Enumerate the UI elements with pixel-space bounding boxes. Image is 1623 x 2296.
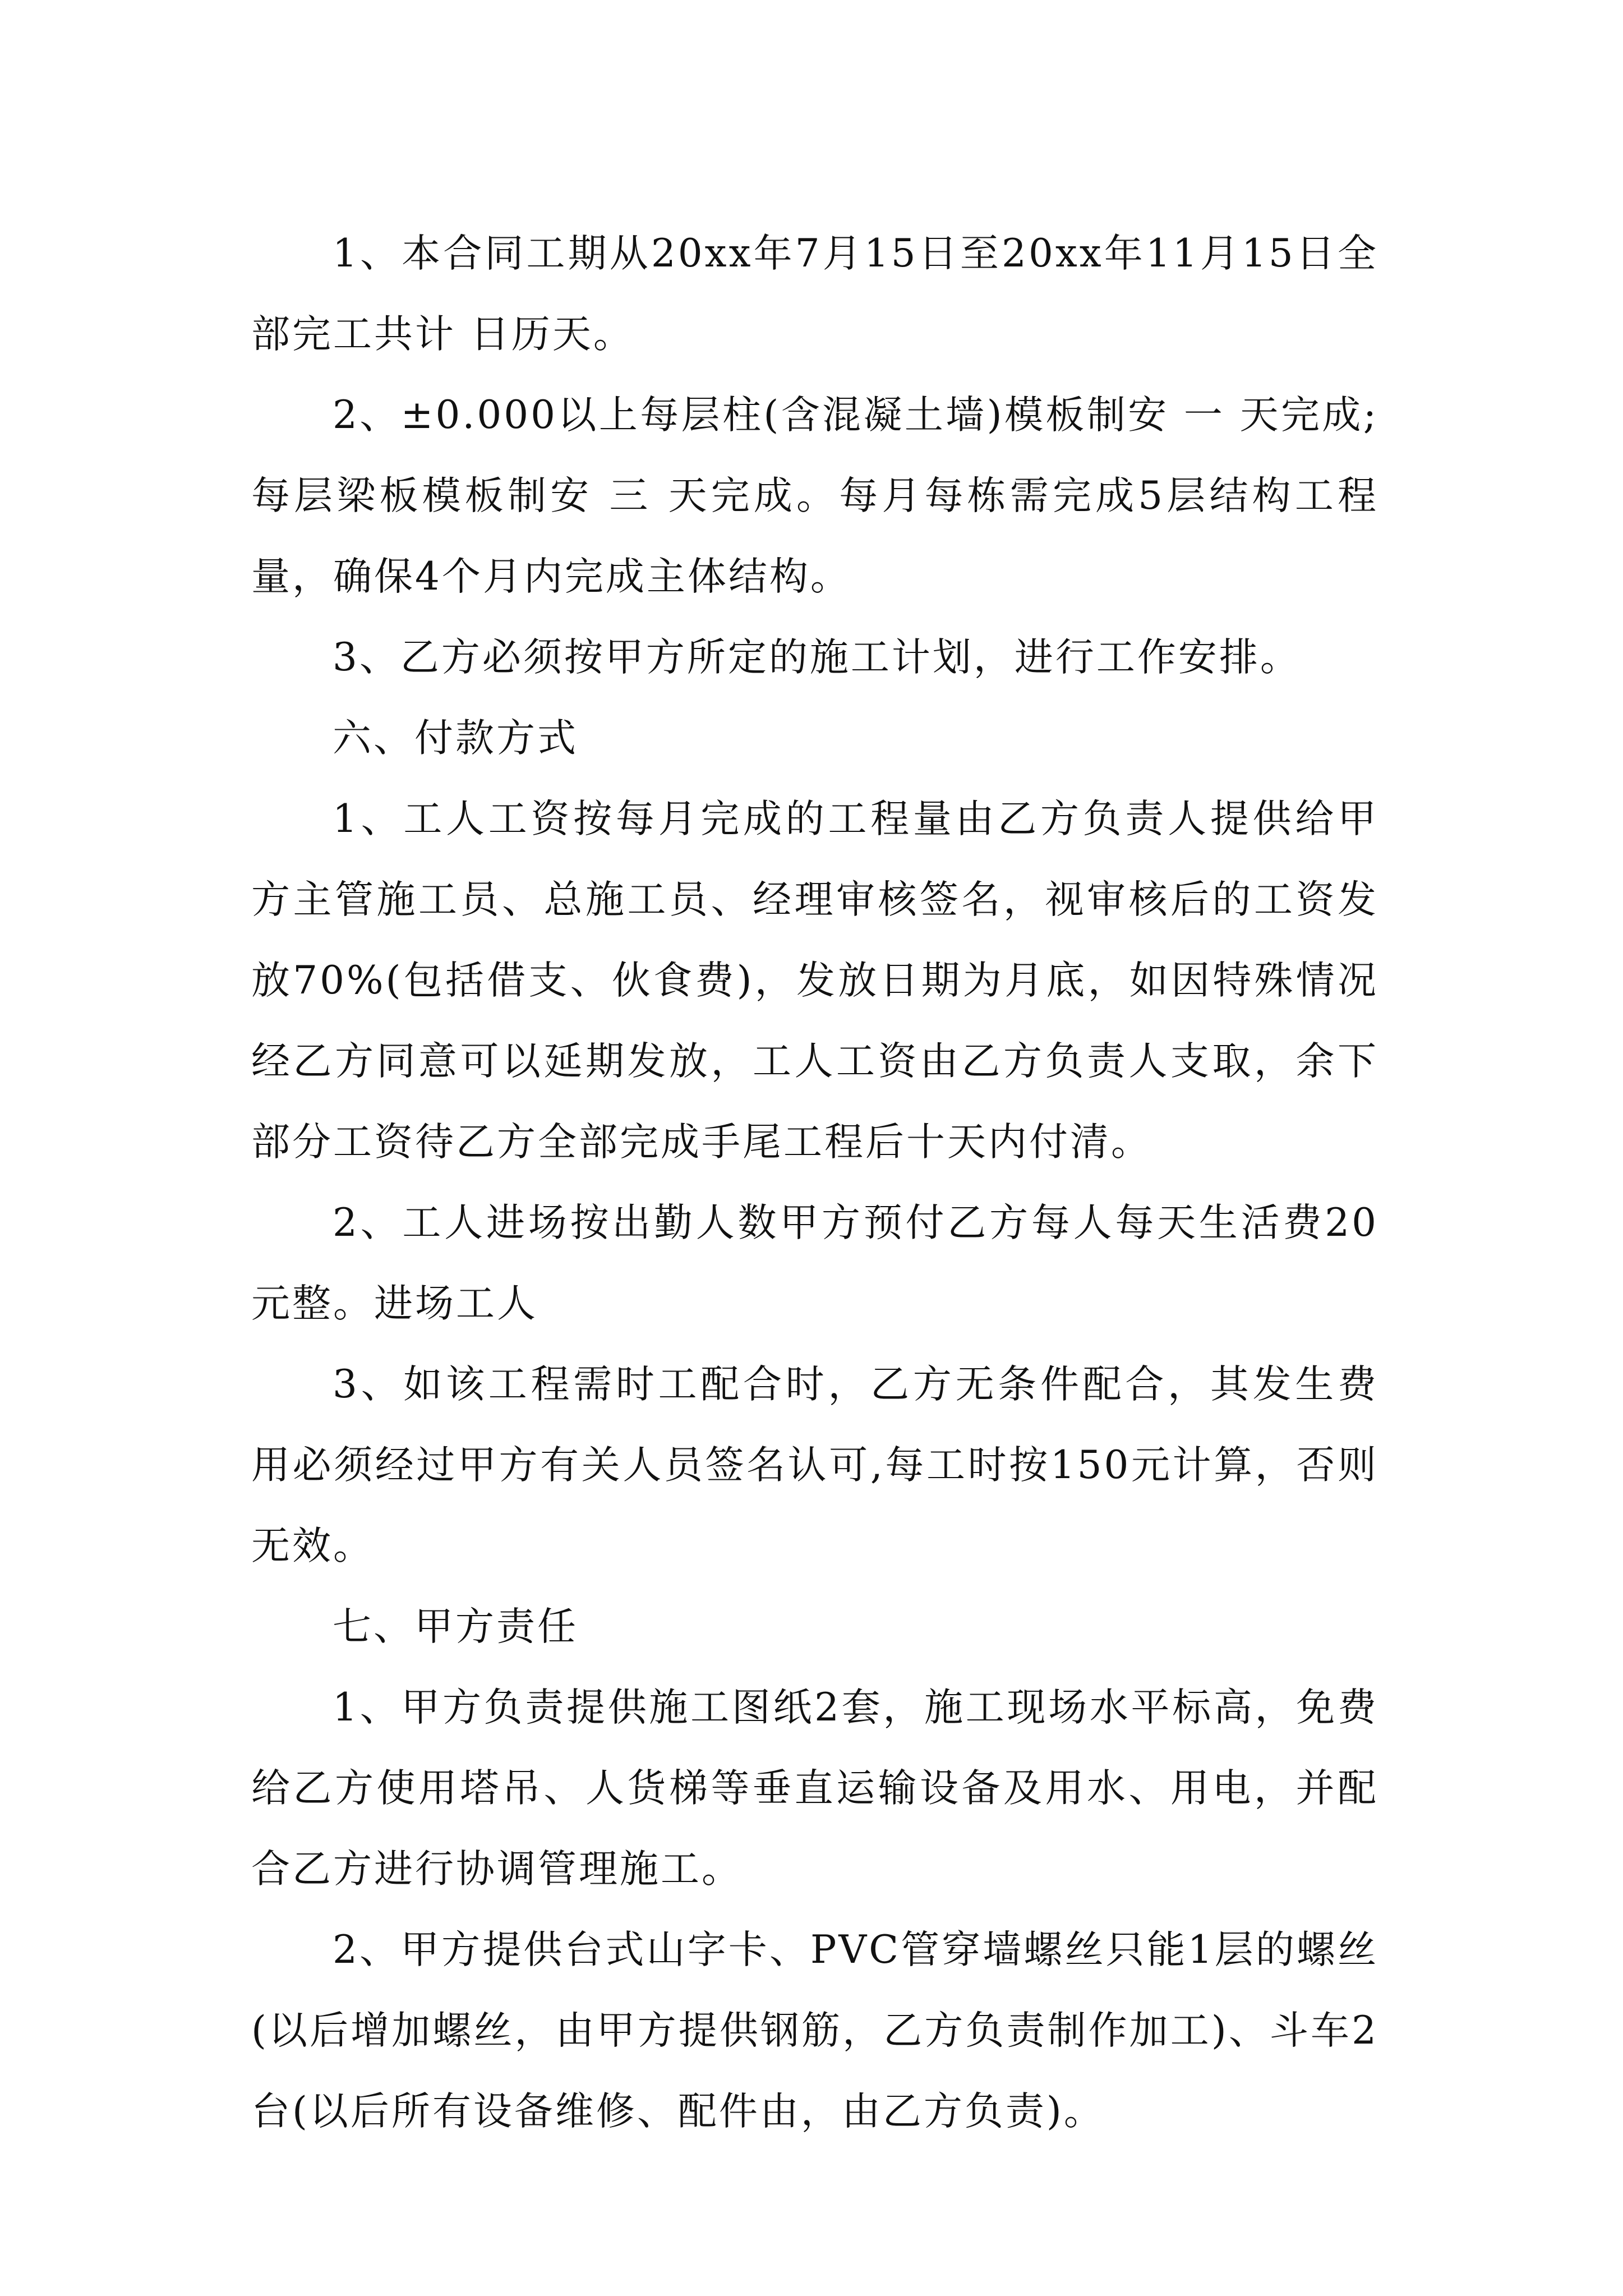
section-heading-payment: 六、付款方式 [333,716,578,761]
document-body [251,213,1378,2152]
paragraph-party-a-1: 1、甲方负责提供施工图纸2套，施工现场水平标高，免费给乙方使用塔吊、人货梯等垂直运输设备及用水、用电，并配合乙方进行协调管理施工。 [251,1685,1378,1892]
paragraph-schedule-3: 3、乙方必须按甲方所定的施工计划，进行工作安排。 [333,635,1301,680]
paragraph-schedule-1: 1、本合同工期从20xx年7月15日至20xx年11月15日全部完工共计 日历天。 [251,231,1378,357]
paragraph-payment-3: 3、如该工程需时工配合时，乙方无条件配合，其发生费用必须经过甲方有关人员签名认可,每工时按150元计算，否则无效。 [251,1362,1378,1568]
paragraph-payment-2: 2、工人进场按出勤人数甲方预付乙方每人每天生活费20元整。进场工人 [251,1200,1378,1326]
paragraph-payment-1: 1、工人工资按每月完成的工程量由乙方负责人提供给甲方主管施工员、总施工员、经理审核签名，视审核后的工资发放70%(包括借支、伙食费)，发放日期为月底，如因特殊情况经乙方同意可以延期发放，工人工资由乙方负责人支取，余下部分工资待乙方全部完成手尾工程后十天内付清。 [251,797,1378,1165]
paragraph-schedule-2: 2、±0.000以上每层柱(含混凝土墙)模板制安 一 天完成;每层梁板模板制安 三 天完成。每月每栋需完成5层结构工程量，确保4个月内完成主体结构。 [251,393,1378,599]
section-heading-party-a: 七、甲方责任 [333,1604,578,1649]
paragraph-party-a-2: 2、甲方提供台式山字卡、PVC管穿墙螺丝只能1层的螺丝(以后增加螺丝，由甲方提供钢筋，乙方负责制作加工)、斗车2台(以后所有设备维修、配件由，由乙方负责)。 [251,1927,1378,2134]
